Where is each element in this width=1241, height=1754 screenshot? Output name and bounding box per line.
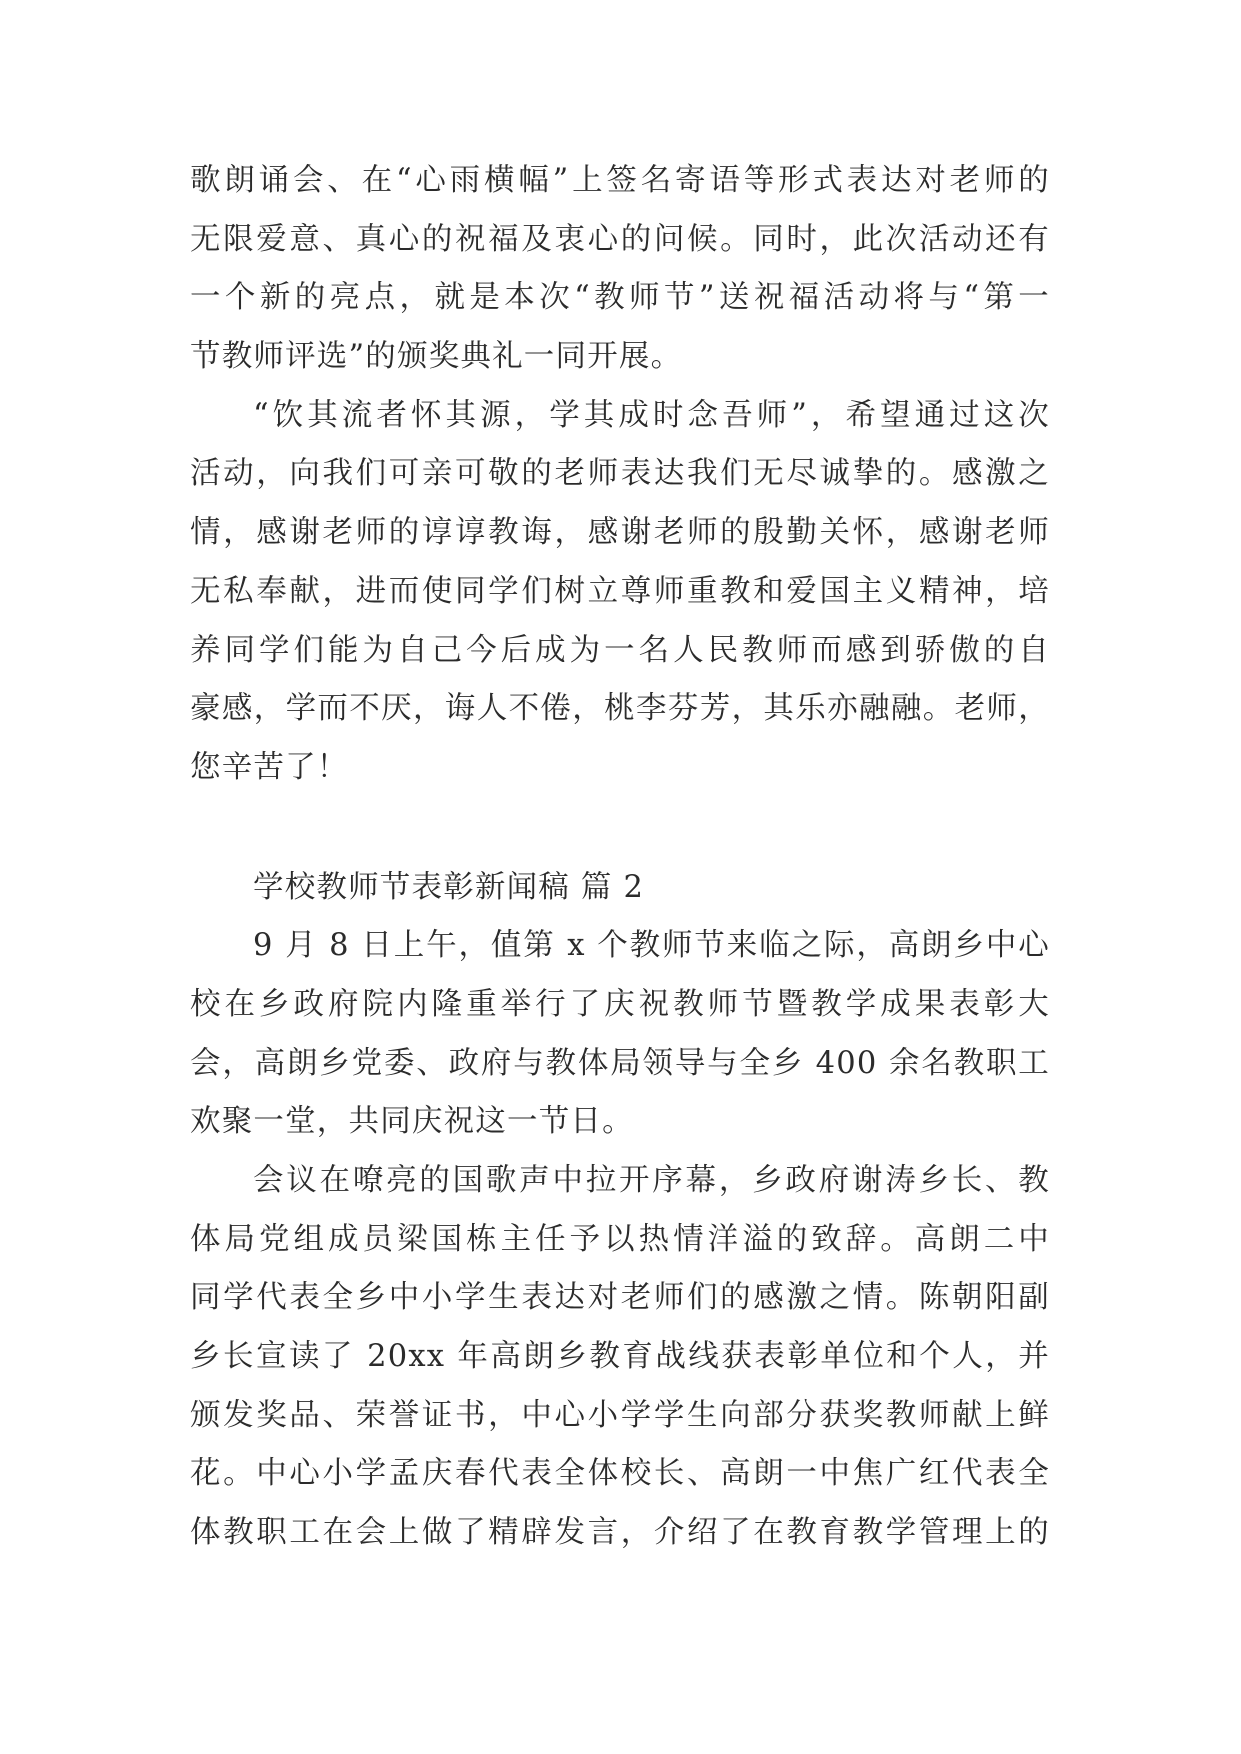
text-line: 节教师评选”的颁奖典礼一同开展。 [190,339,683,375]
text-line: 会，高朗乡党委、政府与教体局领导与全乡 400 余名教职工 [190,1045,1050,1081]
text-line: 花。中心小学孟庆春代表全体校长、高朗一中焦广红代表全 [190,1456,1050,1492]
section-title: 学校教师节表彰新闻稿 篇 2 [253,869,645,905]
text-line: 9 月 8 日上午，值第 x 个教师节来临之际，高朗乡中心 [253,928,1050,964]
text-line: 体局党组成员梁国栋主任予以热情洋溢的致辞。高朗二中 [190,1221,1050,1257]
section-spacer [190,798,1050,859]
text-line: 养同学们能为自己今后成为一名人民教师而感到骄傲的自 [190,632,1050,668]
text-line: 情，感谢老师的谆谆教诲，感谢老师的殷勤关怀，感谢老师 [190,515,1050,551]
text-line: 会议在嘹亮的国歌声中拉开序幕，乡政府谢涛乡长、教 [253,1163,1050,1198]
paragraph-4 [190,1152,1050,1563]
text-line: 体教职工在会上做了精辟发言，介绍了在教育教学管理上的 [190,1515,1050,1551]
text-line: 您辛苦了！ [190,749,349,785]
text-line: 无私奉献，进而使同学们树立尊师重教和爱国主义精神，培 [190,573,1050,609]
text-line: 颁发奖品、荣誉证书，中心小学学生向部分获奖教师献上鲜 [190,1397,1050,1433]
text-line: 活动，向我们可亲可敬的老师表达我们无尽诚挚的。感激之 [190,456,1050,492]
paragraph-2 [190,387,1050,798]
text-line: “饮其流者怀其源，学其成时念吾师”，希望通过这次 [253,397,1050,433]
text-line: 乡长宣读了 20xx 年高朗乡教育战线获表彰单位和个人，并 [190,1339,1050,1375]
document-body [190,152,1050,1563]
text-line: 无限爱意、真心的祝福及衷心的问候。同时，此次活动还有 [190,221,1050,257]
text-line: 一个新的亮点，就是本次“教师节”送祝福活动将与“第一 [190,280,1050,316]
text-line: 校在乡政府院内隆重举行了庆祝教师节暨教学成果表彰大 [190,986,1050,1022]
text-line: 欢聚一堂，共同庆祝这一节日。 [190,1104,634,1140]
text-line: 同学代表全乡中小学生表达对老师们的感激之情。陈朝阳副 [190,1280,1050,1316]
paragraph-1 [190,152,1050,387]
paragraph-3 [190,917,1050,1152]
text-line: 豪感，学而不厌，诲人不倦，桃李芬芳，其乐亦融融。老师， [190,691,1050,727]
text-line: 歌朗诵会、在“心雨横幅”上签名寄语等形式表达对老师的 [190,163,1050,198]
